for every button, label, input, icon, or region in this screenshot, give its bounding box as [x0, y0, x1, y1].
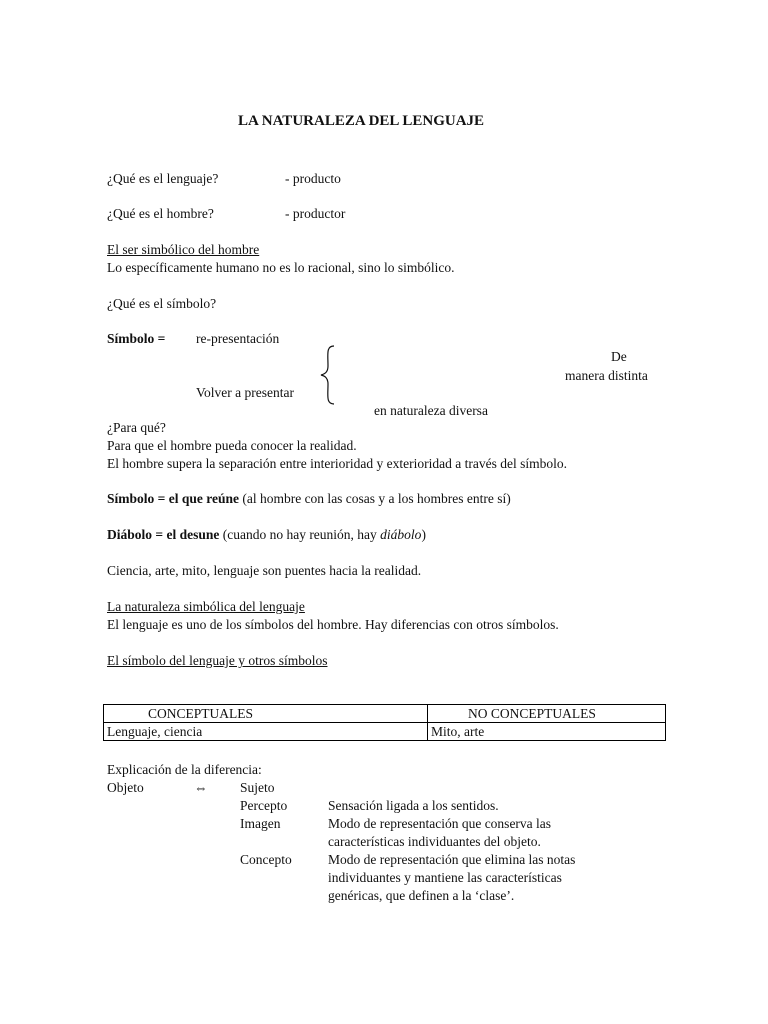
- question-hombre: ¿Qué es el hombre?: [107, 206, 214, 221]
- simbolo-label: [107, 330, 165, 348]
- section-heading-naturaleza-simbolica: La naturaleza simbólica del lenguaje: [107, 599, 305, 614]
- simbolo-reune-rest: (al hombre con las cosas y a los hombres entre sí): [238, 491, 511, 506]
- simbolo-label-text: Símbolo =: [107, 331, 166, 346]
- term-concepto: Concepto: [240, 852, 292, 867]
- answer-productor: - productor: [285, 206, 346, 221]
- definition-line: Sensación ligada a los sentidos.: [328, 798, 499, 813]
- term-imagen: Imagen: [240, 816, 281, 831]
- objeto-text: Objeto: [107, 780, 144, 795]
- puentes-text: Ciencia, arte, mito, lenguaje son puentes hacia la realidad.: [107, 563, 422, 578]
- definition-line: Modo de representación que elimina las notas: [328, 852, 576, 867]
- question-lenguaje: ¿Qué es el lenguaje?: [107, 171, 219, 186]
- manera-distinta-text: manera distinta: [565, 368, 648, 383]
- table-row: [104, 723, 666, 741]
- diabolo-close: ): [421, 527, 426, 542]
- para-que-line-1: Para que el hombre pueda conocer la realidad.: [107, 438, 357, 453]
- definition-line: individuantes y mantiene las características: [328, 870, 562, 885]
- section-heading-ser-simbolico: El ser simbólico del hombre: [107, 242, 260, 257]
- re-presentacion-text: re-presentación: [196, 331, 280, 346]
- section-heading-simbolo-lenguaje: El símbolo del lenguaje y otros símbolos: [107, 653, 328, 668]
- simbolo-reune-bold: Símbolo = el que reúne: [107, 491, 239, 506]
- definition-line: Modo de representación que conserva las: [328, 816, 552, 831]
- table-header-cell: NO CONCEPTUALES: [428, 705, 666, 723]
- definition-line: características individuantes del objeto.: [328, 834, 541, 849]
- table-cell: Lenguaje, ciencia: [104, 723, 428, 741]
- double-arrow-icon: ⇔: [194, 780, 208, 795]
- simbolo-reune-line: [107, 490, 511, 508]
- definition-line: genéricas, que definen a la ‘clase’.: [328, 888, 515, 903]
- diabolo-line: [107, 526, 426, 544]
- curly-brace: [318, 344, 338, 406]
- para-que-line-2: El hombre supera la separación entre interioridad y exterioridad a través del símbolo.: [107, 456, 567, 471]
- sujeto-text: Sujeto: [240, 780, 275, 795]
- de-text: De: [611, 349, 627, 364]
- answer-producto: - producto: [285, 171, 341, 186]
- question-simbolo: ¿Qué es el símbolo?: [107, 296, 217, 311]
- page-title: LA NATURALEZA DEL LENGUAJE: [238, 113, 485, 129]
- term-percepto: Percepto: [240, 798, 288, 813]
- paragraph-lenguaje-simbolos: El lenguaje es uno de los símbolos del hombre. Hay diferencias con otros símbolos.: [107, 617, 559, 632]
- table-header-cell: CONCEPTUALES: [104, 705, 428, 723]
- comparison-table: [103, 704, 666, 741]
- diabolo-rest: (cuando no hay reunión, hay: [219, 527, 381, 542]
- naturaleza-diversa-text: en naturaleza diversa: [374, 403, 488, 418]
- diabolo-bold: Diábolo = el desune: [107, 527, 220, 542]
- table-header-row: [104, 705, 666, 723]
- paragraph-especificamente-humano: Lo específicamente humano no es lo racional, sino lo simbólico.: [107, 260, 455, 275]
- question-para-que: ¿Para qué?: [107, 420, 166, 435]
- explicacion-heading: Explicación de la diferencia:: [107, 762, 262, 777]
- volver-a-presentar-text: Volver a presentar: [196, 385, 294, 400]
- table-cell: Mito, arte: [428, 723, 666, 741]
- diabolo-italic: diábolo: [380, 527, 422, 542]
